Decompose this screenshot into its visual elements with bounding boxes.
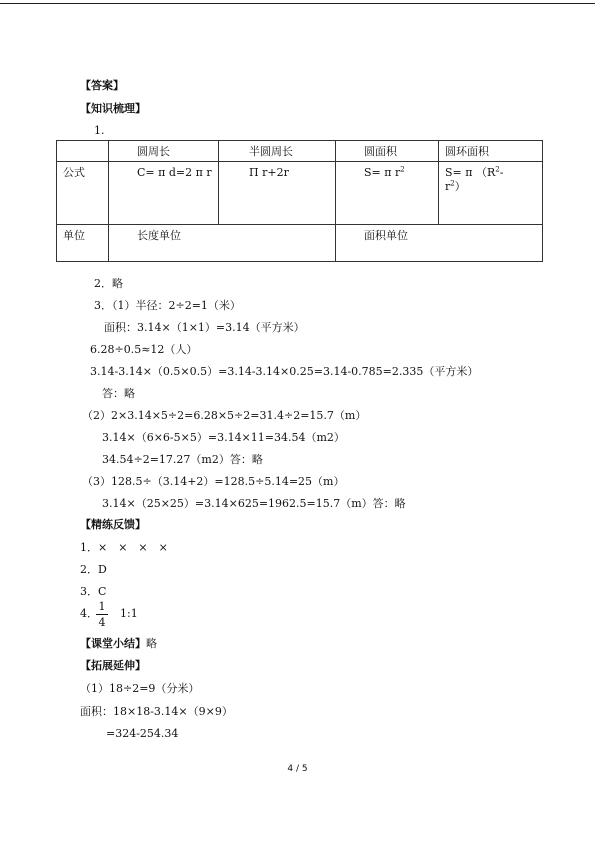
answer-3-3-radius: （3）128.5÷（3.14+2）=128.5÷5.14=25（m）: [82, 475, 345, 488]
table-header-cell: 半圆周长: [219, 141, 336, 162]
practice-1: 1．× × × ×: [80, 541, 168, 554]
practice-4-ratio: 1:1: [120, 607, 138, 620]
ring-area-formula: S= π （$R^2-$ $r^2$）: [439, 162, 543, 225]
extension-1: （1）18÷2=9（分米）: [80, 682, 200, 695]
summary-line: [80, 637, 157, 651]
top-rule: [0, 3, 595, 4]
answer-3-1-area: 面积：3.14×（1×1）=3.14（平方米）: [104, 321, 305, 334]
table-row-unit: [57, 225, 543, 262]
fraction-bar: [96, 614, 108, 615]
table-header-cell: 圆环面积: [439, 141, 543, 162]
answer-3-1-reply: 答：略: [102, 387, 135, 400]
summary-text: 略: [146, 637, 157, 650]
answer-3-1-calc: 3.14-3.14×（0.5×0.5）=3.14-3.14×0.25=3.14-0.785=2.335（平方米）: [90, 365, 479, 378]
knowledge-heading: 【知识梳理】: [80, 102, 146, 115]
fraction-numerator: 1: [98, 600, 106, 613]
extension-result: =324-254.34: [106, 727, 179, 740]
extension-area: 面积：18×18-3.14×（9×9）: [80, 705, 233, 718]
answer-3-3-area: 3.14×（25×25）=3.14×625=1962.5=15.7（m）答：略: [102, 497, 406, 510]
practice-3: 3．C: [80, 585, 107, 598]
summary-heading: 【课堂小结】: [80, 637, 146, 650]
circumference-formula: C= π d=2 π r: [109, 162, 219, 225]
unit-length: 长度单位: [109, 225, 336, 262]
answer-3-2-perimeter: （2）2×3.14×5÷2=6.28×5÷2=31.4÷2=15.7（m）: [82, 409, 367, 422]
semicircle-formula: Π r+2r: [219, 162, 336, 225]
answer-heading: 【答案】: [80, 79, 124, 92]
fraction-denominator: 4: [98, 616, 106, 629]
practice-4-label: 4．: [80, 607, 98, 620]
answer-3-2-half: 34.54÷2=17.27（m2）答：略: [102, 453, 263, 466]
answer-3-1-people: 6.28÷0.5≈12（人）: [90, 343, 198, 356]
practice-heading: 【精练反馈】: [80, 518, 146, 531]
table-header-cell: 圆面积: [336, 141, 439, 162]
unit-area: 面积单位: [336, 225, 543, 262]
area-formula: S= π $r^2$: [336, 162, 439, 225]
table-header-cell: [57, 141, 109, 162]
formula-label: 公式: [57, 162, 109, 225]
formula-table: [56, 140, 543, 262]
answer-3-1-radius: 3．（1）半径：2÷2=1（米）: [94, 299, 241, 312]
fraction-one-quarter: [96, 600, 108, 629]
page-number: 4 / 5: [287, 764, 308, 774]
practice-2: 2．D: [80, 563, 107, 576]
answer-3-2-area: 3.14×（6×6-5×5）=3.14×11=34.54（m2）: [102, 431, 345, 444]
extension-heading: 【拓展延伸】: [80, 659, 146, 672]
table-row-formula: [57, 162, 543, 225]
answer-2: 2．略: [94, 277, 123, 290]
item-1-label: 1.: [94, 124, 105, 137]
table-header-cell: 圆周长: [109, 141, 219, 162]
unit-label: 单位: [57, 225, 109, 262]
table-header-row: [57, 141, 543, 162]
